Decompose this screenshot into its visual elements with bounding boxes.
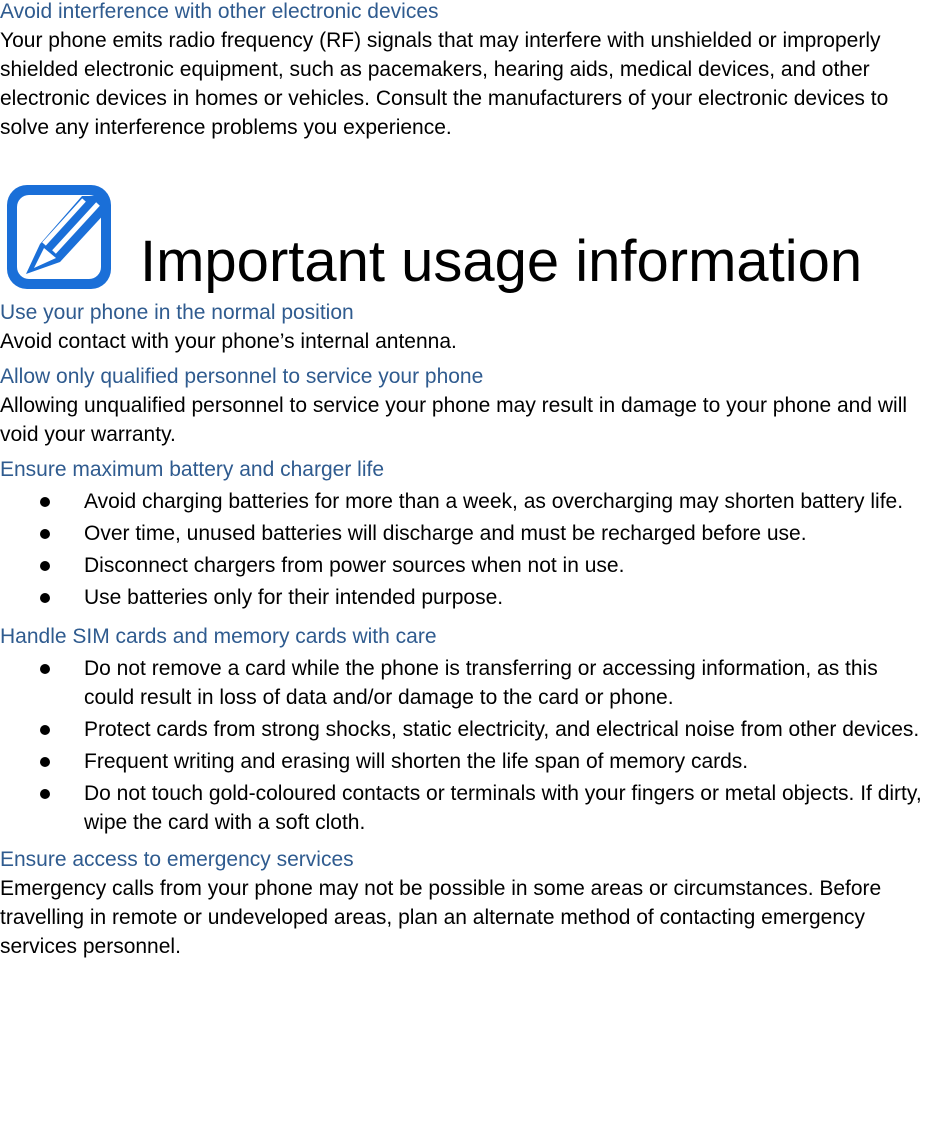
section-heading: Allow only qualified personnel to service your phone — [0, 365, 484, 388]
list-item — [0, 779, 929, 837]
list-item — [0, 747, 944, 776]
list-item — [0, 551, 944, 580]
bullet-list — [0, 654, 944, 837]
title-row — [0, 174, 944, 298]
section-normal-position — [0, 298, 944, 356]
list-item — [0, 583, 944, 612]
list-item — [0, 519, 944, 548]
list-item-text: Do not remove a card while the phone is transferring or accessing information, as this could result in loss of data and/or damage to the card or phone. — [84, 657, 878, 709]
section-body: Avoid contact with your phone’s internal antenna. — [0, 330, 457, 353]
section-body: Your phone emits radio frequency (RF) signals that may interfere with unshielded or improperly shielded electronic equipment, such as pacemakers, hearing aids, medical devices, and other electronic devices in homes or vehicles. Consult the manufacturers of your electronic devices to solve any interference problems you experience. — [0, 29, 889, 139]
section-heading: Ensure access to emergency services — [0, 848, 354, 871]
list-item — [0, 715, 929, 744]
section-heading: Use your phone in the normal position — [0, 301, 354, 324]
list-item-text: Avoid charging batteries for more than a week, as overcharging may shorten battery life. — [84, 490, 904, 513]
section-body: Emergency calls from your phone may not be possible in some areas or circumstances. Before travelling in remote or undeveloped areas, plan an alternate method of contacting emergency services personnel. — [0, 877, 882, 958]
list-item-text: Disconnect chargers from power sources when not in use. — [84, 554, 625, 577]
page-title: Important usage information — [140, 229, 863, 294]
list-item-text: Use batteries only for their intended purpose. — [84, 586, 504, 609]
section-body: Allowing unqualified personnel to service your phone may result in damage to your phone and will void your warranty. — [0, 394, 908, 446]
bullet-icon — [40, 497, 50, 507]
list-item-text: Over time, unused batteries will discharge and must be recharged before use. — [84, 522, 807, 545]
bullet-icon — [40, 593, 50, 603]
bullet-icon — [40, 725, 50, 735]
bullet-list — [0, 487, 944, 612]
section-emergency-services — [0, 845, 944, 961]
list-item-text: Do not touch gold-coloured contacts or terminals with your fingers or metal objects. If dirty, wipe the card with a soft cloth. — [84, 782, 922, 834]
section-heading: Avoid interference with other electronic devices — [0, 0, 439, 23]
intro-section — [0, 0, 944, 142]
bullet-icon — [40, 757, 50, 767]
bullet-icon — [40, 529, 50, 539]
bullet-icon — [40, 561, 50, 571]
note-pencil-icon — [4, 182, 114, 292]
bullet-icon — [40, 789, 50, 799]
bullet-icon — [40, 664, 50, 674]
list-item-text: Protect cards from strong shocks, static electricity, and electrical noise from other devices. — [84, 718, 920, 741]
section-battery-life — [0, 455, 944, 612]
list-item — [0, 487, 944, 516]
list-item — [0, 654, 929, 712]
section-qualified-personnel — [0, 362, 944, 449]
sections — [0, 298, 944, 961]
list-item-text: Frequent writing and erasing will shorten the life span of memory cards. — [84, 750, 749, 773]
section-heading: Handle SIM cards and memory cards with care — [0, 625, 437, 648]
section-sim-cards — [0, 622, 944, 837]
section-heading: Ensure maximum battery and charger life — [0, 458, 384, 481]
